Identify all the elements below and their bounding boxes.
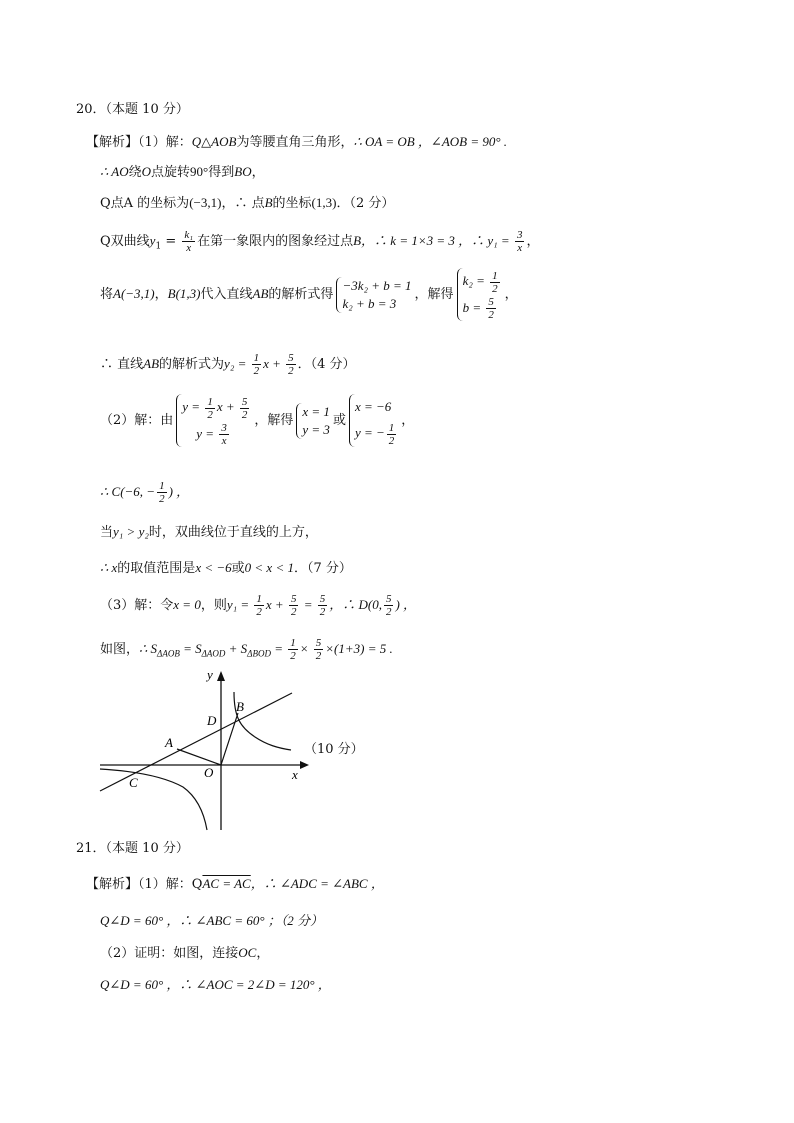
- q21-line-4: Q∠D = 60° ，∴ ∠AOC = 2∠D = 120° ，: [100, 977, 331, 992]
- q20-line-6: ∴ 直线AB的解析式为y₂ = $\frac{1}{2}$ x + $\frac{5}{2}$ ．（4 分）: [100, 352, 356, 377]
- q20-line-4: Q双曲线$y_1$ = $\frac{\text{k₁}}{x}$ 在第一象限内的图象经过点B，∴ k = 1×3 = 3 ，∴ y₁ = $\frac{3}{x}$ ，: [100, 229, 540, 254]
- label-c: C: [129, 775, 138, 790]
- solution-1: x = 1 y = 3: [296, 403, 330, 439]
- label-x: x: [292, 767, 298, 782]
- q20-line-5: 将A(−3,1)，B(1,3)代入直线AB的解析式得 −3k₂ + b = 1 k₂ + b = 3 ，解得 k₂ = $\frac{1}{2}$ b = $\frac{5}{2}$ ，: [100, 269, 518, 322]
- hyperbola-branch-3: [100, 769, 207, 830]
- figure-score: （10 分）: [304, 742, 364, 757]
- equation-system-2: y = $\frac{1}{2}$ x + $\frac{5}{2}$ y = $\frac{3}{x}$: [176, 394, 251, 447]
- q20-line-8: ∴ C(−6, − $\frac{1}{2}$ ) ，: [100, 480, 190, 505]
- y-axis-arrow: [217, 671, 225, 681]
- q20-line-9: 当y₁ > y₂时，双曲线位于直线的上方，: [100, 524, 318, 540]
- q20-line-2: ∴ AO绕O点旋转90°得到BO，: [100, 164, 265, 180]
- q20-line-12: 如图，∴ $S_{\Delta AOB} = S_{\Delta AOD} + S_{\Delta BOD}$ = $\frac{1}{2}$ × $\frac{5}{2}$ ×(1+3) = 5 .: [100, 637, 393, 662]
- q20-line-10: ∴ x的取值范围是x < −6或0 < x < 1．（7 分）: [100, 560, 352, 576]
- segment-ob: [221, 713, 238, 765]
- q21-heading: 21．（本题 10 分）: [76, 841, 189, 856]
- q20-line-11: （3）解：令x = 0，则y₁ = $\frac{1}{2}$ x + $\frac{5}{2}$ = $\frac{5}{2}$ ，∴ D(0, $\frac{5}{2}$ ) ，: [100, 593, 417, 618]
- q20-heading: 20．（本题 10 分）: [76, 102, 189, 117]
- equation-system: −3k₂ + b = 1 k₂ + b = 3: [336, 277, 411, 313]
- q20-line-3: Q点A 的坐标为(−3,1)，∴ 点B的坐标(1,3)．（2 分）: [100, 195, 395, 211]
- solution-system: k₂ = $\frac{1}{2}$ b = $\frac{5}{2}$: [457, 268, 502, 321]
- coordinate-figure: [95, 665, 315, 835]
- q21-line-2: Q∠D = 60° ，∴ ∠ABC = 60° ；（2 分）: [100, 913, 324, 928]
- label-o: O: [204, 765, 214, 780]
- q21-line-3: （2）证明：如图，连接OC，: [100, 945, 270, 961]
- q20-line-7: （2）解：由 y = $\frac{1}{2}$ x + $\frac{5}{2}$ y = $\frac{3}{x}$ ，解得 x = 1 y = 3 或 x = −6 y = − $\frac{1}{2}$ ，: [100, 395, 415, 448]
- solution-2: x = −6 y = − $\frac{1}{2}$: [349, 394, 398, 447]
- q20-line-1: 【解析】（1）解：Q△AOB为等腰直角三角形，∴ OA = OB ，∠AOB = 90° .: [86, 134, 508, 150]
- segment-oa: [177, 749, 221, 765]
- x-axis-arrow: [300, 761, 309, 769]
- label-d: D: [207, 713, 217, 728]
- q21-line-1: 【解析】（1）解：QAC = AC，∴ ∠ADC = ∠ABC ，: [86, 876, 384, 892]
- label-y: y: [207, 667, 213, 682]
- label-b: B: [236, 699, 244, 714]
- label-a: A: [165, 735, 173, 750]
